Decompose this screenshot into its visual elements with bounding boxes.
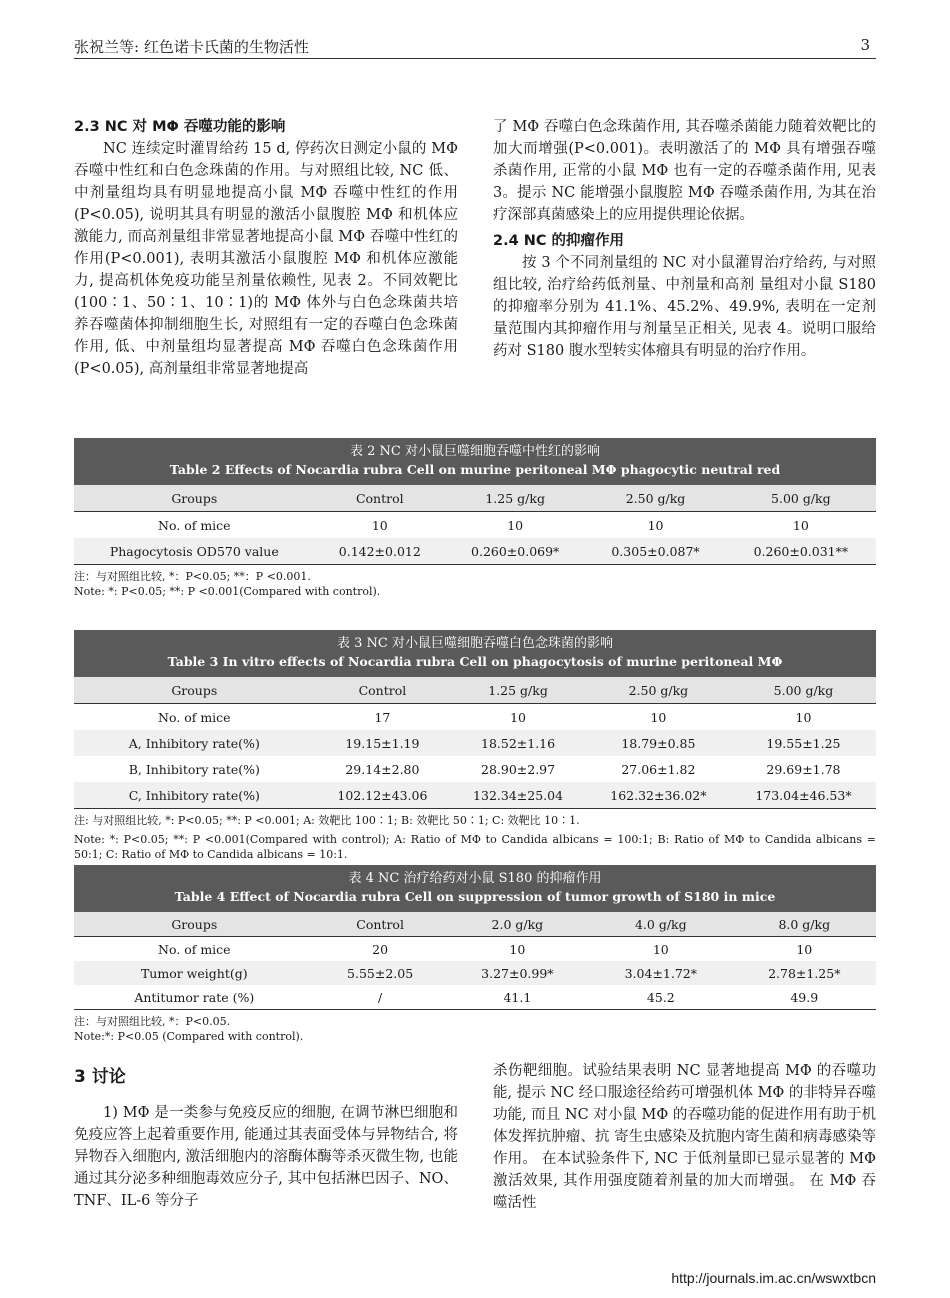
table-2-title-en: Table 2 Effects of Nocardia rubra Cell on murine peritoneal MΦ phagocytic neutral red — [169, 462, 781, 477]
left-column-top — [74, 116, 458, 380]
table-row — [74, 512, 876, 539]
table-cell: 45.2 — [589, 985, 732, 1010]
right-column-top — [493, 116, 876, 362]
table-cell: / — [315, 985, 446, 1010]
table-cell: No. of mice — [158, 517, 231, 533]
table-cell: 20 — [372, 941, 389, 957]
table-cell: 10 — [792, 517, 809, 533]
paragraph-2-3: NC 连续定时灌胃给药 15 d, 停药次日测定小鼠的 MΦ 吞噬中性红和白色念珠菌的作用。与对照组比较, NC 低、中剂量组均具有明显地提高小鼠 MΦ 吞噬中性红的作用(P<0.05), 说明其具有明显的激活小鼠腹腔 MΦ 和机体应激能力, 而高剂量组非常显著地提高小鼠 MΦ 吞噬中性红的作用(P<0.001), 表明其激活小鼠腹腔 MΦ 和机体应激能力, 提高机体免疫功能呈剂量依赖性, 见表 2。不同效靶比(100∶1、50∶1、10∶1)的 MΦ 体外与白色念珠菌共培养吞噬菌体抑制细胞生长, 对照组有一定的吞噬白色念珠菌作用, 低、中剂量组均显著提高 MΦ 吞噬白色念珠菌作用(P<0.05), 高剂量组非常显著地提高 — [74, 141, 458, 377]
table-cell: Antitumor rate (%) — [74, 985, 315, 1010]
table-2-title-cn: 表 2 NC 对小鼠巨噬细胞吞噬中性红的影响 — [350, 444, 600, 459]
table-cell: Phagocytosis OD570 value — [74, 538, 315, 565]
table-3-grid — [74, 677, 876, 809]
table-2 — [74, 438, 876, 599]
table-cell: 17 — [374, 709, 391, 725]
table-cell: 10 — [510, 709, 526, 725]
table-cell: 102.12±43.06 — [315, 782, 451, 809]
journal-url: http://journals.im.ac.cn/wswxtbcn — [671, 1270, 876, 1286]
discussion-right-column — [493, 1060, 876, 1214]
table-4 — [74, 865, 876, 1044]
table-cell: 10 — [652, 941, 669, 957]
table-cell: 5.55±2.05 — [315, 961, 446, 985]
table-header-cell: 1.25 g/kg — [445, 485, 585, 512]
table-cell: 0.305±0.087* — [585, 538, 725, 565]
table-cell: 3.27±0.99* — [446, 961, 589, 985]
table-row — [74, 756, 876, 782]
table-cell: Tumor weight(g) — [74, 961, 315, 985]
table-header-row — [74, 485, 876, 512]
table-4-note-cn: 注：与对照组比较, *：P<0.05. — [74, 1015, 231, 1028]
table-header-cell: 8.0 g/kg — [733, 912, 876, 937]
section-heading-2-4: 2.4 NC 的抑瘤作用 — [493, 233, 625, 249]
table-row — [74, 985, 876, 1010]
table-header-cell: Groups — [74, 677, 315, 704]
table-cell: 18.79±0.85 — [586, 730, 731, 756]
table-header-cell: Control — [315, 677, 451, 704]
table-cell: 10 — [647, 517, 664, 533]
table-cell: B, Inhibitory rate(%) — [128, 761, 260, 777]
table-header-cell: 2.0 g/kg — [446, 912, 589, 937]
table-4-title-cn: 表 4 NC 治疗给药对小鼠 S180 的抑瘤作用 — [348, 871, 602, 886]
table-3-note-cn: 注: 与对照组比较, *: P<0.05; **: P <0.001; A: 效靶比 100∶1; B: 效靶比 50∶1; C: 效靶比 10∶1. — [74, 814, 580, 827]
table-header-cell: 5.00 g/kg — [726, 485, 876, 512]
table-cell: 49.9 — [733, 985, 876, 1010]
table-cell: A, Inhibitory rate(%) — [74, 730, 315, 756]
table-cell: 10 — [509, 941, 526, 957]
paragraph-2-4: 按 3 个不同剂量组的 NC 对小鼠灌胃治疗给药, 与对照组比较, 治疗给药低剂量、中剂量和高剂 量组对小鼠 S180 的抑瘤率分别为 41.1%、45.2%、49.9%, 表明在一定剂量范围内其抑瘤作用与剂量呈正相关, 见表 4。说明口服给药对 S180 腹水型转实体瘤具有明显的治疗作用。 — [493, 255, 876, 359]
table-cell: 10 — [650, 709, 667, 725]
table-cell: 29.14±2.80 — [345, 761, 420, 777]
table-cell: 0.260±0.069* — [445, 538, 585, 565]
table-cell: 162.32±36.02* — [586, 782, 731, 809]
table-3 — [74, 630, 876, 862]
paragraph-2-3-cont: 了 MΦ 吞噬白色念珠菌作用, 其吞噬杀菌能力随着效靶比的加大而增强(P<0.001)。表明激活了的 MΦ 具有增强吞噬杀菌作用, 正常的小鼠 MΦ 也有一定的吞噬杀菌作用, 见表 3。提示 NC 能增强小鼠腹腔 MΦ 吞噬杀菌作用, 为其在治疗深部真菌感染上的应用提供理论依据。 — [493, 119, 876, 223]
table-4-title — [74, 865, 876, 912]
table-cell: 0.260±0.031** — [726, 538, 876, 565]
table-header-cell: 4.0 g/kg — [589, 912, 732, 937]
table-cell: 28.90±2.97 — [481, 761, 556, 777]
table-cell: 132.34±25.04 — [450, 782, 586, 809]
discussion-paragraph-1: 1) MΦ 是一类参与免疫反应的细胞, 在调节淋巴细胞和免疫应答上起着重要作用, 能通过其表面受体与异物结合, 将异物吞入细胞内, 激活细胞内的溶酶体酶等杀灭微生物, 也能通过其分泌多种细胞毒效应分子, 其中包括淋巴因子、NO、TNF、IL-6 等分子 — [74, 1105, 458, 1209]
table-cell: 19.55±1.25 — [731, 730, 876, 756]
discussion-left-column — [74, 1066, 458, 1212]
table-3-title-cn: 表 3 NC 对小鼠巨噬细胞吞噬白色念珠菌的影响 — [337, 636, 613, 651]
table-cell: No. of mice — [158, 941, 231, 957]
table-row — [74, 782, 876, 809]
table-cell: 2.78±1.25* — [733, 961, 876, 985]
page-number: 3 — [860, 36, 870, 54]
table-cell: No. of mice — [158, 709, 231, 725]
table-header-row — [74, 677, 876, 704]
table-row — [74, 937, 876, 962]
table-3-title — [74, 630, 876, 677]
table-header-cell: Control — [315, 485, 445, 512]
table-cell: 29.69±1.78 — [766, 761, 841, 777]
table-cell: 19.15±1.19 — [315, 730, 451, 756]
table-2-note-cn: 注：与对照组比较, *：P<0.05; **：P <0.001. — [74, 570, 311, 583]
table-cell: 10 — [795, 709, 812, 725]
table-header-cell: 5.00 g/kg — [731, 677, 876, 704]
table-header-cell: 1.25 g/kg — [450, 677, 586, 704]
table-cell: 0.142±0.012 — [315, 538, 445, 565]
table-header-cell: Groups — [74, 485, 315, 512]
table-2-grid — [74, 485, 876, 565]
table-3-title-en: Table 3 In vitro effects of Nocardia rubra Cell on phagocytosis of murine peritoneal MΦ — [167, 654, 783, 669]
section-heading-3: 3 讨论 — [74, 1067, 126, 1087]
section-heading-2-3: 2.3 NC 对 MΦ 吞噬功能的影响 — [74, 119, 286, 135]
table-3-note-en: Note: *: P<0.05; **: P <0.001(Compared with control); A: Ratio of MΦ to Candida albicans = 100:1; B: Ratio of MΦ to Candida albicans = 50:1; C: Ratio of MΦ to Candida albicans = 10:1. — [74, 833, 876, 861]
table-row — [74, 961, 876, 985]
table-header-row — [74, 912, 876, 937]
table-header-cell: 2.50 g/kg — [586, 677, 731, 704]
table-cell: 41.1 — [446, 985, 589, 1010]
running-header: 张祝兰等: 红色诺卡氏菌的生物活性 — [74, 38, 309, 56]
table-cell: C, Inhibitory rate(%) — [74, 782, 315, 809]
header-rule — [74, 58, 876, 59]
discussion-paragraph-1-cont: 杀伤靶细胞。试验结果表明 NC 显著地提高 MΦ 的吞噬功能, 提示 NC 经口服途径给药可增强机体 MΦ 的非特异吞噬功能, 而且 NC 对小鼠 MΦ 的吞噬功能的促进作用有助于机体发挥抗肿瘤、抗 寄生虫感染及抗胞内寄生菌和病毒感染等作用。 在本试验条件下, NC 于低剂量即已显示显著的 MΦ 激活效果, 其作用强度随着剂量的加大而增强。 在 MΦ 吞噬活性 — [493, 1063, 876, 1211]
table-row — [74, 704, 876, 731]
table-4-grid — [74, 912, 876, 1010]
table-header-cell: 2.50 g/kg — [585, 485, 725, 512]
table-row — [74, 538, 876, 565]
table-2-note-en: Note: *: P<0.05; **: P <0.001(Compared with control). — [74, 585, 381, 598]
table-4-note-en: Note:*: P<0.05 (Compared with control). — [74, 1030, 304, 1043]
table-cell: 10 — [507, 517, 524, 533]
table-2-title — [74, 438, 876, 485]
table-cell: 3.04±1.72* — [589, 961, 732, 985]
table-header-cell: Groups — [74, 912, 315, 937]
table-header-cell: Control — [315, 912, 446, 937]
table-cell: 173.04±46.53* — [731, 782, 876, 809]
table-cell: 10 — [796, 941, 813, 957]
table-cell: 10 — [371, 517, 388, 533]
table-cell: 18.52±1.16 — [450, 730, 586, 756]
table-row — [74, 730, 876, 756]
table-cell: 27.06±1.82 — [621, 761, 696, 777]
table-4-title-en: Table 4 Effect of Nocardia rubra Cell on suppression of tumor growth of S180 in mice — [174, 889, 776, 904]
